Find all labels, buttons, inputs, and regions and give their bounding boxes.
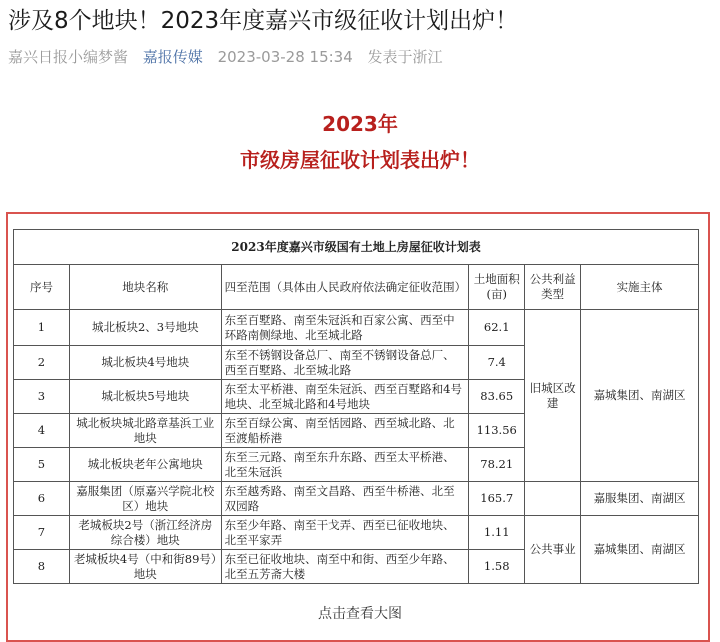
cell-range: 东至越秀路、南至文昌路、西至牛桥港、北至双园路 [221,482,469,516]
cell-entity-group: 嘉城集团、南湖区 [581,310,699,482]
cell-type-empty [525,482,581,516]
cell-area: 165.7 [469,482,525,516]
table-row [14,310,699,346]
cell-type-group: 公共事业 [525,516,581,584]
cell-range: 东至少年路、南至干戈弄、西至已征收地块、北至平家弄 [221,516,469,550]
cell-name: 嘉服集团（原嘉兴学院北校区）地块 [69,482,221,516]
cell-area: 62.1 [469,310,525,346]
publish-time: 2023-03-28 15:34 [217,48,353,66]
headline-year: 2023年 [322,112,398,136]
table-row [14,516,699,550]
cell-area: 1.11 [469,516,525,550]
header-entity: 实施主体 [581,265,699,310]
cell-area: 113.56 [469,414,525,448]
cell-no: 4 [14,414,70,448]
article-title: 涉及8个地块！2023年度嘉兴市级征收计划出炉！ [8,8,519,34]
cell-type-group: 旧城区改建 [525,310,581,482]
header-area: 土地面积(亩) [469,265,525,310]
cell-name: 城北板块城北路章基浜工业地块 [69,414,221,448]
publish-location: 发表于浙江 [367,48,443,66]
cell-entity-group: 嘉城集团、南湖区 [581,516,699,584]
cell-name: 城北板块老年公寓地块 [69,448,221,482]
cell-area: 1.58 [469,550,525,584]
cell-entity: 嘉服集团、南湖区 [581,482,699,516]
cell-no: 3 [14,380,70,414]
header-no: 序号 [14,265,70,310]
cell-no: 6 [14,482,70,516]
article-meta [8,46,453,68]
cell-range: 东至百绿公寓、南至恬园路、西至城北路、北至渡船桥港 [221,414,469,448]
cell-no: 8 [14,550,70,584]
source-link[interactable]: 嘉报传媒 [142,48,203,66]
cell-area: 78.21 [469,448,525,482]
cell-no: 5 [14,448,70,482]
headline-subtitle: 市级房屋征收计划表出炉！ [240,148,480,172]
author-name[interactable]: 嘉兴日报小编梦酱 [8,48,129,66]
cell-name: 城北板块4号地块 [69,346,221,380]
header-name: 地块名称 [69,265,221,310]
cell-range: 东至百墅路、南至朱冠浜和百家公寓、西至中环路南侧绿地、北至城北路 [221,310,469,346]
cell-range: 东至太平桥港、南至朱冠浜、西至百墅路和4号地块、北至城北路和4号地块 [221,380,469,414]
cell-no: 7 [14,516,70,550]
table-row [14,482,699,516]
cell-name: 城北板块2、3号地块 [69,310,221,346]
cell-no: 2 [14,346,70,380]
table-title: 2023年度嘉兴市级国有土地上房屋征收计划表 [14,230,699,265]
cell-area: 7.4 [469,346,525,380]
view-large-image-link[interactable]: 点击查看大图 [318,606,402,622]
expropriation-plan-table [13,229,699,584]
cell-area: 83.65 [469,380,525,414]
cell-name: 城北板块5号地块 [69,380,221,414]
header-range: 四至范围（具体由人民政府依法确定征收范围） [221,265,469,310]
cell-no: 1 [14,310,70,346]
header-type: 公共利益类型 [525,265,581,310]
cell-range: 东至三元路、南至东升东路、西至太平桥港、北至朱冠浜 [221,448,469,482]
cell-range: 东至不锈钢设备总厂、南至不锈钢设备总厂、西至百墅路、北至城北路 [221,346,469,380]
cell-range: 东至已征收地块、南至中和街、西至少年路、北至五芳斋大楼 [221,550,469,584]
cell-name: 老城板块2号（浙江经济房综合楼）地块 [69,516,221,550]
cell-name: 老城板块4号（中和街89号）地块 [69,550,221,584]
